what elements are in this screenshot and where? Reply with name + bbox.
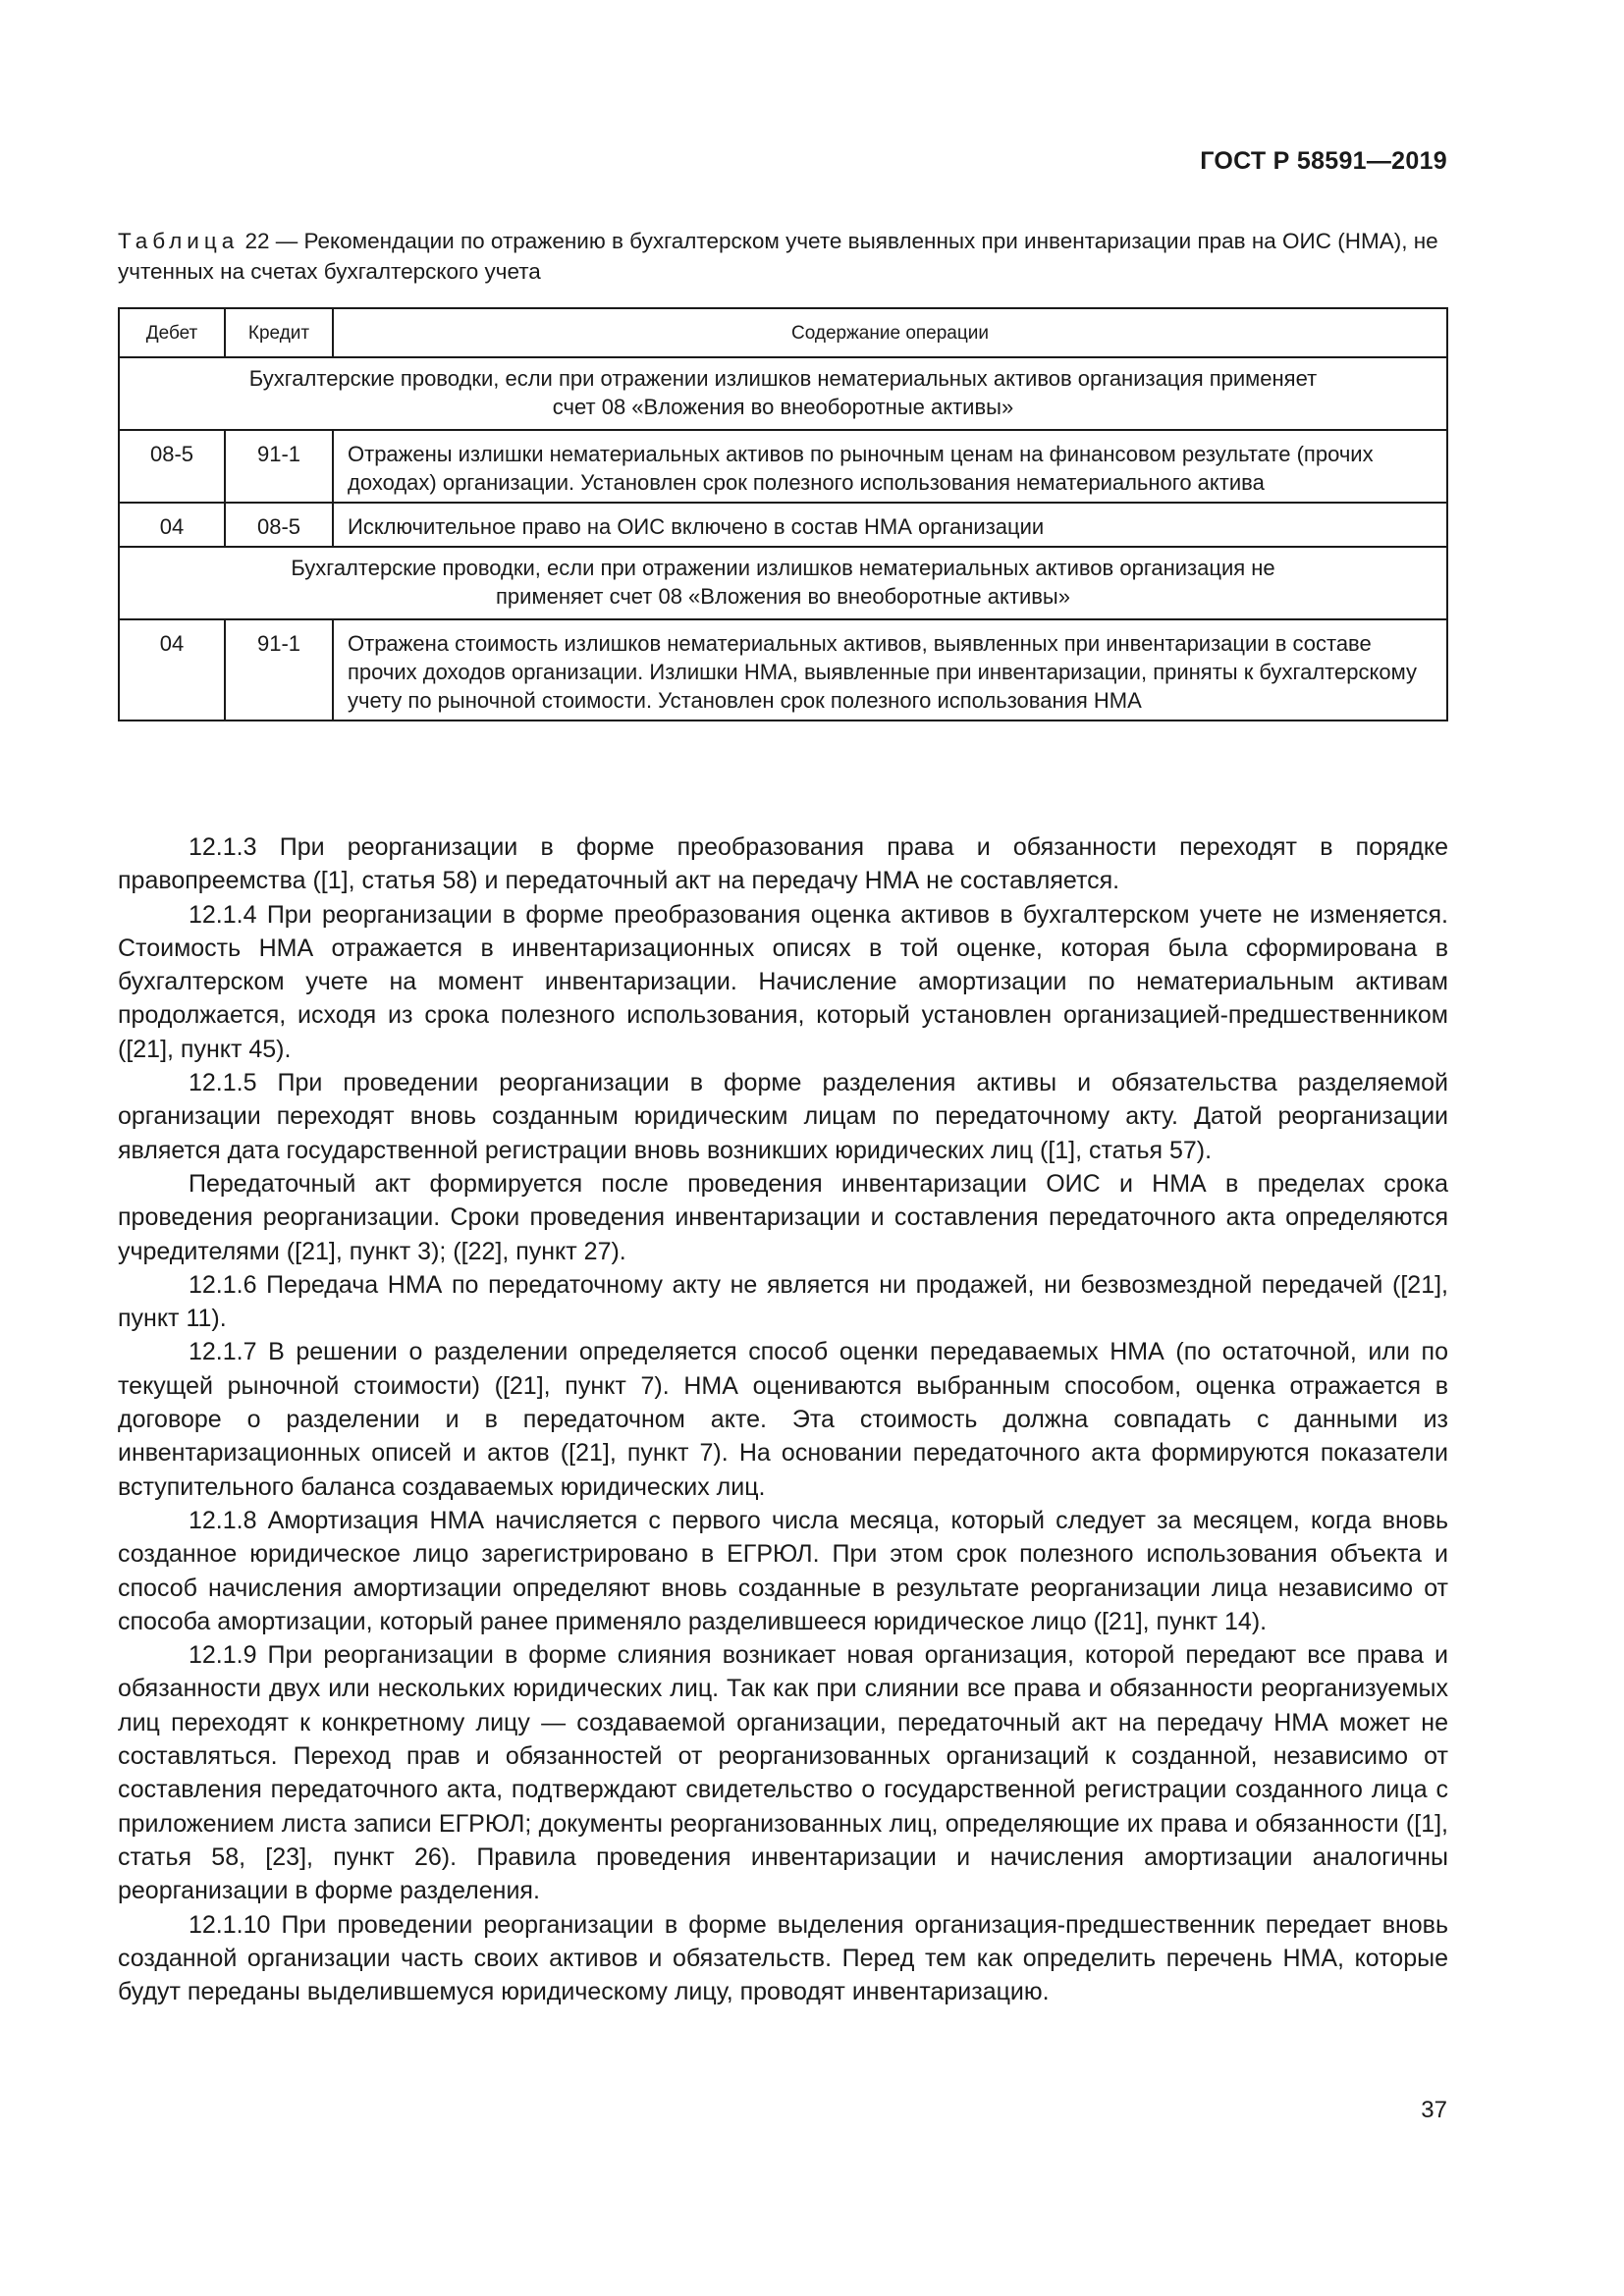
cell-debit: 04 <box>119 619 225 721</box>
table-caption <box>118 226 1448 287</box>
paragraph-transfer-act: Передаточный акт формируется после проведения инвентаризации ОИС и НМА в пределах срока проведения реорганизации. Сроки проведения инвентаризации и составления передаточного акта определяются учредителями ([21], пункт 3); ([22], пункт 27). <box>118 1169 1448 1265</box>
paragraph-12-1-3: 12.1.3 При реорганизации в форме преобразования права и обязанности переходят в порядке правопреемства ([1], статья 58) и передаточный акт на передачу НМА не составляется. <box>118 833 1448 895</box>
page-number: 37 <box>1421 2097 1447 2123</box>
table-row <box>119 503 1447 547</box>
cell-content: Исключительное право на ОИС включено в состав НМА организации <box>333 503 1447 547</box>
cell-credit: 91-1 <box>225 619 333 721</box>
section-heading-2: Бухгалтерские проводки, если при отражении излишков нематериальных активов организация не применяет счет 08 «Вложения во внеоборотные активы» <box>119 547 1447 619</box>
paragraph-12-1-6: 12.1.6 Передача НМА по передаточному акту не является ни продажей, ни безвозмездной передачей ([21], пункт 11). <box>118 1270 1448 1333</box>
table-section-row <box>119 357 1447 430</box>
header-credit: Кредит <box>225 308 333 357</box>
paragraph-12-1-7: 12.1.7 В решении о разделении определяется способ оценки передаваемых НМА (по остаточной, или по текущей рыночной стоимости) ([21], пункт 7). НМА оцениваются выбранным способом, оценка отражается в договоре о разделении и в передаточном акте. Эта стоимость должна совпадать с данными из инвентаризационных описей и актов ([21], пункт 7). На основании передаточного акта формируются показатели вступительного баланса создаваемых юридических лиц. <box>118 1338 1448 1501</box>
standard-header: ГОСТ Р 58591—2019 <box>1200 147 1447 175</box>
header-debit: Дебет <box>119 308 225 357</box>
table-row <box>119 619 1447 721</box>
table-row <box>119 430 1447 503</box>
body-text <box>118 830 1448 2008</box>
table-section-row <box>119 547 1447 619</box>
table-header-row <box>119 308 1447 357</box>
cell-content: Отражены излишки нематериальных активов по рыночным ценам на финансовом результате (прочих доходах) организации. Установлен срок полезного использования нематериального актива <box>333 430 1447 503</box>
header-content: Содержание операции <box>333 308 1447 357</box>
table-caption-label: Таблица <box>118 229 240 253</box>
paragraph-12-1-4: 12.1.4 При реорганизации в форме преобразования оценка активов в бухгалтерском учете не изменяется. Стоимость НМА отражается в инвентаризационных описях в той оценке, которая была сформирована в бухгалтерском учете на момент инвентаризации. Начисление амортизации по нематериальным активам продолжается, исходя из срока полезного использования, который установлен организацией-предшественником ([21], пункт 45). <box>118 900 1448 1063</box>
paragraph-12-1-5: 12.1.5 При проведении реорганизации в форме разделения активы и обязательства разделяемой организации переходят вновь созданным юридическим лицам по передаточному акту. Датой реорганизации является дата государственной регистрации вновь возникших юридических лиц ([1], статья 57). <box>118 1069 1448 1164</box>
cell-debit: 08-5 <box>119 430 225 503</box>
paragraph-12-1-10: 12.1.10 При проведении реорганизации в форме выделения организация-предшественник передает вновь созданной организации часть своих активов и обязательств. Перед тем как определить перечень НМА, которые будут переданы выделившемуся юридическому лицу, проводят инвентаризацию. <box>118 1910 1448 2006</box>
cell-credit: 91-1 <box>225 430 333 503</box>
cell-content: Отражена стоимость излишков нематериальных активов, выявленных при инвентаризации в составе прочих доходов организации. Излишки НМА, выявленные при инвентаризации, приняты к бухгалтерскому учету по рыночной стоимости. Установлен срок полезного использования НМА <box>333 619 1447 721</box>
paragraph-12-1-9: 12.1.9 При реорганизации в форме слияния возникает новая организация, которой передают все права и обязанности двух или нескольких юридических лиц. Так как при слиянии все права и обязанности реорганизуемых лиц переходят к конкретному лицу — создаваемой организации, передаточный акт на передачу НМА может не составляться. Переход прав и обязанностей от реорганизованных организаций к созданной, независимо от составления передаточного акта, подтверждают свидетельство о государственной регистрации созданного лица с приложением листа записи ЕГРЮЛ; документы реорганизованных лиц, определяющие их права и обязанности ([1], статья 58, [23], пункт 26). Правила проведения инвентаризации и начисления амортизации аналогичны реорганизации в форме разделения. <box>118 1641 1448 1905</box>
table-caption-text: 22 — Рекомендации по отражению в бухгалтерском учете выявленных при инвентаризации прав на ОИС (НМА), не учтенных на счетах бухгалтерского учета <box>118 229 1438 284</box>
section-heading-1: Бухгалтерские проводки, если при отражении излишков нематериальных активов организация применяет счет 08 «Вложения во внеоборотные активы» <box>119 357 1447 430</box>
cell-debit: 04 <box>119 503 225 547</box>
paragraph-12-1-8: 12.1.8 Амортизация НМА начисляется с первого числа месяца, который следует за месяцем, когда вновь созданное юридическое лицо зарегистрировано в ЕГРЮЛ. При этом срок полезного использования объекта и способ начисления амортизации определяют вновь созданные в результате реорганизации лица независимо от способа амортизации, который ранее применяло разделившееся юридическое лицо ([21], пункт 14). <box>118 1506 1448 1635</box>
cell-credit: 08-5 <box>225 503 333 547</box>
accounting-table <box>118 307 1448 721</box>
